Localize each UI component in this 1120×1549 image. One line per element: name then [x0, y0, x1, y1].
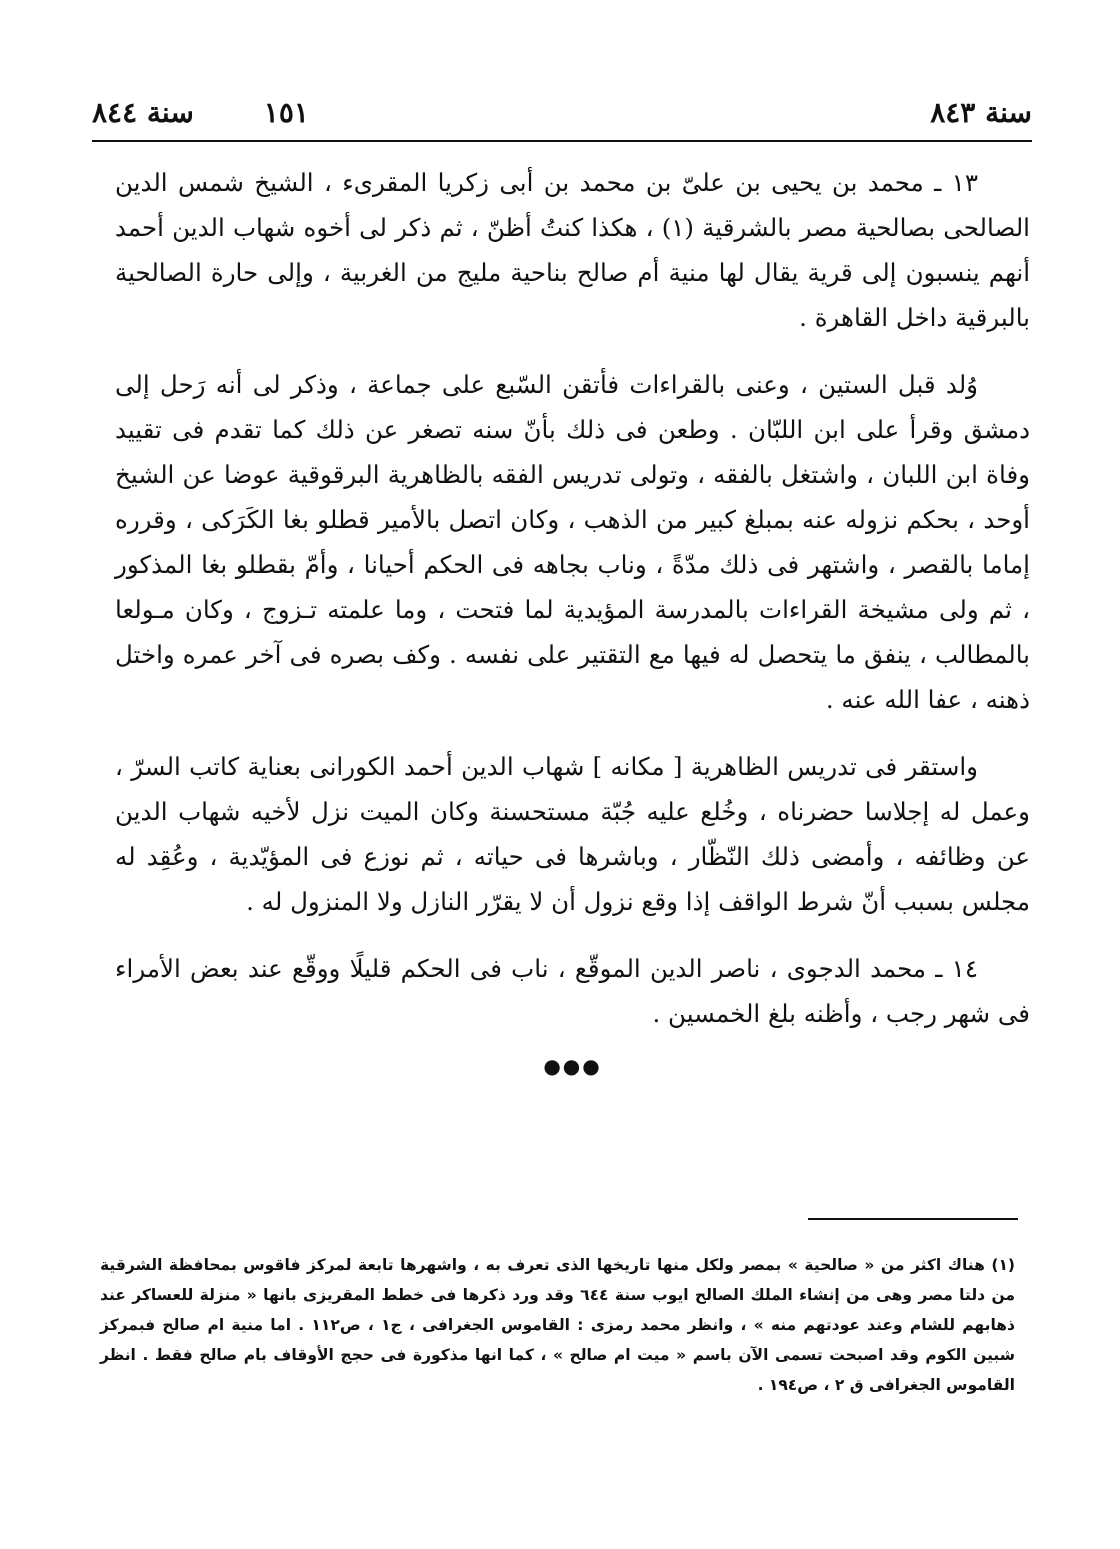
main-text — [115, 160, 1030, 1089]
header-year-843: سنة ٨٤٣ — [930, 96, 1032, 129]
paragraph-successor: واستقر فى تدريس الظاهرية [ مكانه ] شهاب الدين أحمد الكورانى بعناية كاتب السرّ ، وعمل له إجلاسا حضرناه ، وخُلع عليه جُبّة مستحسنة وكان الميت نزل لأخيه شهاب الدين عن وظائفه ، وأمضى ذلك النّظّار ، وباشرها فى حياته ، ثم نوزع فى المؤيّدية ، وعُقِد له مجلس بسبب أنّ شرط الواقف إذا وقع نزول أن لا يقرّر النازل ولا المنزول له . — [115, 752, 1030, 916]
header-rule — [92, 140, 1032, 142]
paragraph-entry-13: ١٣ ـ محمد بن يحيى بن علىّ بن محمد بن أبى زكريا المقرىء ، الشيخ شمس الدين الصالحى بصالحية مصر بالشرقية (١) ، هكذا كنتُ أظنّ ، ثم ذكر لى أخوه شهاب الدين أحمد أنهم ينسبون إلى قرية يقال لها منية أم صالح بناحية مليج من الغربية ، وإلى حارة الصالحية بالبرقية داخل القاهرة . — [115, 168, 1030, 332]
section-separator: ●●● — [543, 1054, 602, 1078]
footnote-text: (١) هناك اكثر من « صالحية » بمصر ولكل منها تاريخها الذى تعرف به ، واشهرها تابعة لمركز فاقوس بمحافظة الشرقية من دلتا مصر وهى من إنشاء الملك الصالح ايوب سنة ٦٤٤ وقد ورد ذكرها فى خطط المقريزى بانها « منزلة للعساكر عند ذهابهم للشام وعند عودتهم منه » ، وانظر محمد رمزى : القاموس الجغرافى ، ج١ ، ص١١٢ . اما منية ام صالح فبمركز شبين الكوم وقد اصبحت تسمى الآن باسم « ميت ام صالح » ، كما انها مذكورة فى حجج الأوقاف بام صالح فقط . انظر القاموس الجغرافى ق ٢ ، ص١٩٤ . — [100, 1256, 1015, 1394]
paragraph-entry-14: ١٤ ـ محمد الدجوى ، ناصر الدين الموقّع ، ناب فى الحكم قليلًا ووقّع عند بعض الأمراء فى شهر رجب ، وأظنه بلغ الخمسين . — [115, 954, 1030, 1028]
footnote — [100, 1250, 1015, 1400]
header-left-group — [92, 96, 309, 129]
page-header — [92, 90, 1032, 130]
paragraph-biography: وُلد قبل الستين ، وعنى بالقراءات فأتقن السّبع على جماعة ، وذكر لى أنه رَحل إلى دمشق وقرأ على ابن اللبّان . وطعن فى ذلك بأنّ سنه تصغر عن ذلك كما تقدم فى تقييد وفاة ابن اللبان ، واشتغل بالفقه ، وتولى تدريس الفقه بالظاهرية البرقوقية عوضا عن الشيخ أوحد ، بحكم نزوله عنه بمبلغ كبير من الذهب ، وكان اتصل بالأمير قطلو بغا الكَرَكى ، وقرره إماما بالقصر ، واشتهر فى ذلك مدّةً ، وناب بجاهه فى الحكم أحيانا ، وأمّ بقطلو بغا المذكور ، ثم ولى مشيخة القراءات بالمدرسة المؤيدية لما فتحت ، وما علمته تـزوج ، وكان مـولعا بالمطالب ، ينفق ما يتحصل له فيها مع التقتير على نفسه . وكف بصره فى آخر عمره واختل ذهنه ، عفا الله عنه . — [115, 370, 1030, 714]
page-number: ١٥١ — [263, 96, 309, 129]
header-year-844: سنة ٨٤٤ — [92, 96, 194, 129]
footnote-rule — [808, 1218, 1018, 1220]
